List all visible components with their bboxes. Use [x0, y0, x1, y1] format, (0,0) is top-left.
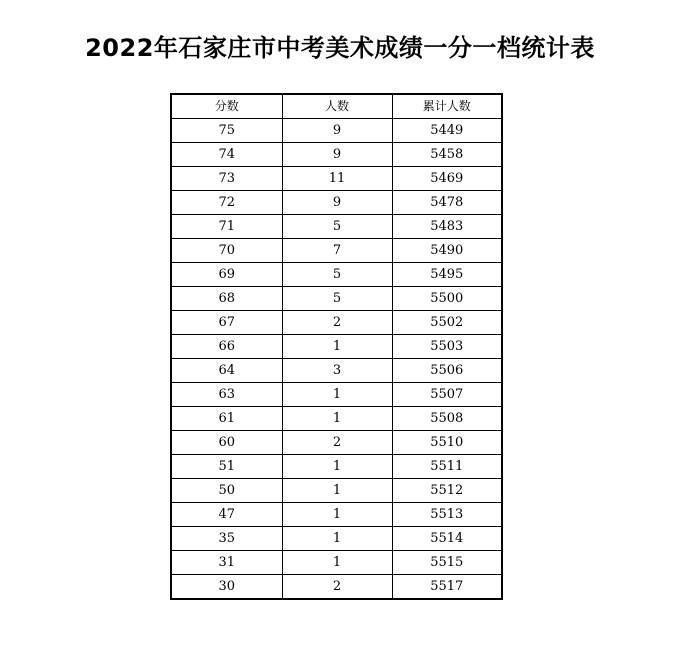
cell-score: 72	[171, 191, 282, 215]
cell-cumulative: 5500	[392, 287, 502, 311]
cell-score: 31	[171, 551, 282, 575]
cell-cumulative: 5511	[392, 455, 502, 479]
cell-count: 2	[282, 311, 392, 335]
table-row	[171, 551, 502, 575]
table-header	[171, 94, 502, 119]
table-row	[171, 119, 502, 143]
cell-count: 5	[282, 215, 392, 239]
cell-count: 9	[282, 191, 392, 215]
cell-score: 70	[171, 239, 282, 263]
cell-cumulative: 5478	[392, 191, 502, 215]
header-score: 分数	[171, 94, 282, 119]
cell-score: 61	[171, 407, 282, 431]
cell-count: 9	[282, 119, 392, 143]
cell-cumulative: 5514	[392, 527, 502, 551]
table-body	[171, 119, 502, 600]
cell-cumulative: 5515	[392, 551, 502, 575]
cell-cumulative: 5507	[392, 383, 502, 407]
cell-count: 1	[282, 407, 392, 431]
table-row	[171, 263, 502, 287]
cell-cumulative: 5508	[392, 407, 502, 431]
cell-score: 66	[171, 335, 282, 359]
cell-score: 73	[171, 167, 282, 191]
table-row	[171, 167, 502, 191]
cell-count: 1	[282, 527, 392, 551]
table-row	[171, 215, 502, 239]
cell-score: 68	[171, 287, 282, 311]
cell-count: 1	[282, 455, 392, 479]
cell-score: 71	[171, 215, 282, 239]
score-distribution-table	[170, 93, 503, 600]
cell-cumulative: 5483	[392, 215, 502, 239]
cell-score: 63	[171, 383, 282, 407]
cell-cumulative: 5449	[392, 119, 502, 143]
table-row	[171, 191, 502, 215]
cell-count: 5	[282, 263, 392, 287]
table-row	[171, 335, 502, 359]
table-row	[171, 407, 502, 431]
table-row	[171, 527, 502, 551]
cell-count: 1	[282, 479, 392, 503]
table-row	[171, 575, 502, 600]
cell-count: 1	[282, 383, 392, 407]
cell-cumulative: 5517	[392, 575, 502, 600]
cell-score: 50	[171, 479, 282, 503]
table-row	[171, 311, 502, 335]
document-title: 2022年石家庄市中考美术成绩一分一档统计表	[85, 34, 595, 62]
cell-count: 1	[282, 335, 392, 359]
cell-score: 47	[171, 503, 282, 527]
cell-count: 1	[282, 503, 392, 527]
cell-cumulative: 5512	[392, 479, 502, 503]
table-row	[171, 239, 502, 263]
cell-score: 30	[171, 575, 282, 600]
table-row	[171, 503, 502, 527]
table-row	[171, 455, 502, 479]
cell-cumulative: 5469	[392, 167, 502, 191]
cell-count: 5	[282, 287, 392, 311]
cell-score: 69	[171, 263, 282, 287]
table-row	[171, 287, 502, 311]
cell-score: 64	[171, 359, 282, 383]
cell-score: 67	[171, 311, 282, 335]
cell-count: 7	[282, 239, 392, 263]
cell-cumulative: 5506	[392, 359, 502, 383]
cell-count: 9	[282, 143, 392, 167]
table-row	[171, 383, 502, 407]
cell-cumulative: 5502	[392, 311, 502, 335]
cell-count: 2	[282, 575, 392, 600]
table-row	[171, 431, 502, 455]
cell-count: 3	[282, 359, 392, 383]
cell-score: 51	[171, 455, 282, 479]
cell-cumulative: 5513	[392, 503, 502, 527]
cell-cumulative: 5458	[392, 143, 502, 167]
cell-score: 74	[171, 143, 282, 167]
cell-cumulative: 5495	[392, 263, 502, 287]
table-row	[171, 479, 502, 503]
header-count: 人数	[282, 94, 392, 119]
table-row	[171, 143, 502, 167]
table-row	[171, 359, 502, 383]
header-cumulative: 累计人数	[392, 94, 502, 119]
table-header-row	[171, 94, 502, 119]
cell-count: 11	[282, 167, 392, 191]
cell-score: 75	[171, 119, 282, 143]
cell-score: 60	[171, 431, 282, 455]
cell-count: 2	[282, 431, 392, 455]
cell-score: 35	[171, 527, 282, 551]
cell-cumulative: 5490	[392, 239, 502, 263]
cell-count: 1	[282, 551, 392, 575]
cell-cumulative: 5503	[392, 335, 502, 359]
cell-cumulative: 5510	[392, 431, 502, 455]
